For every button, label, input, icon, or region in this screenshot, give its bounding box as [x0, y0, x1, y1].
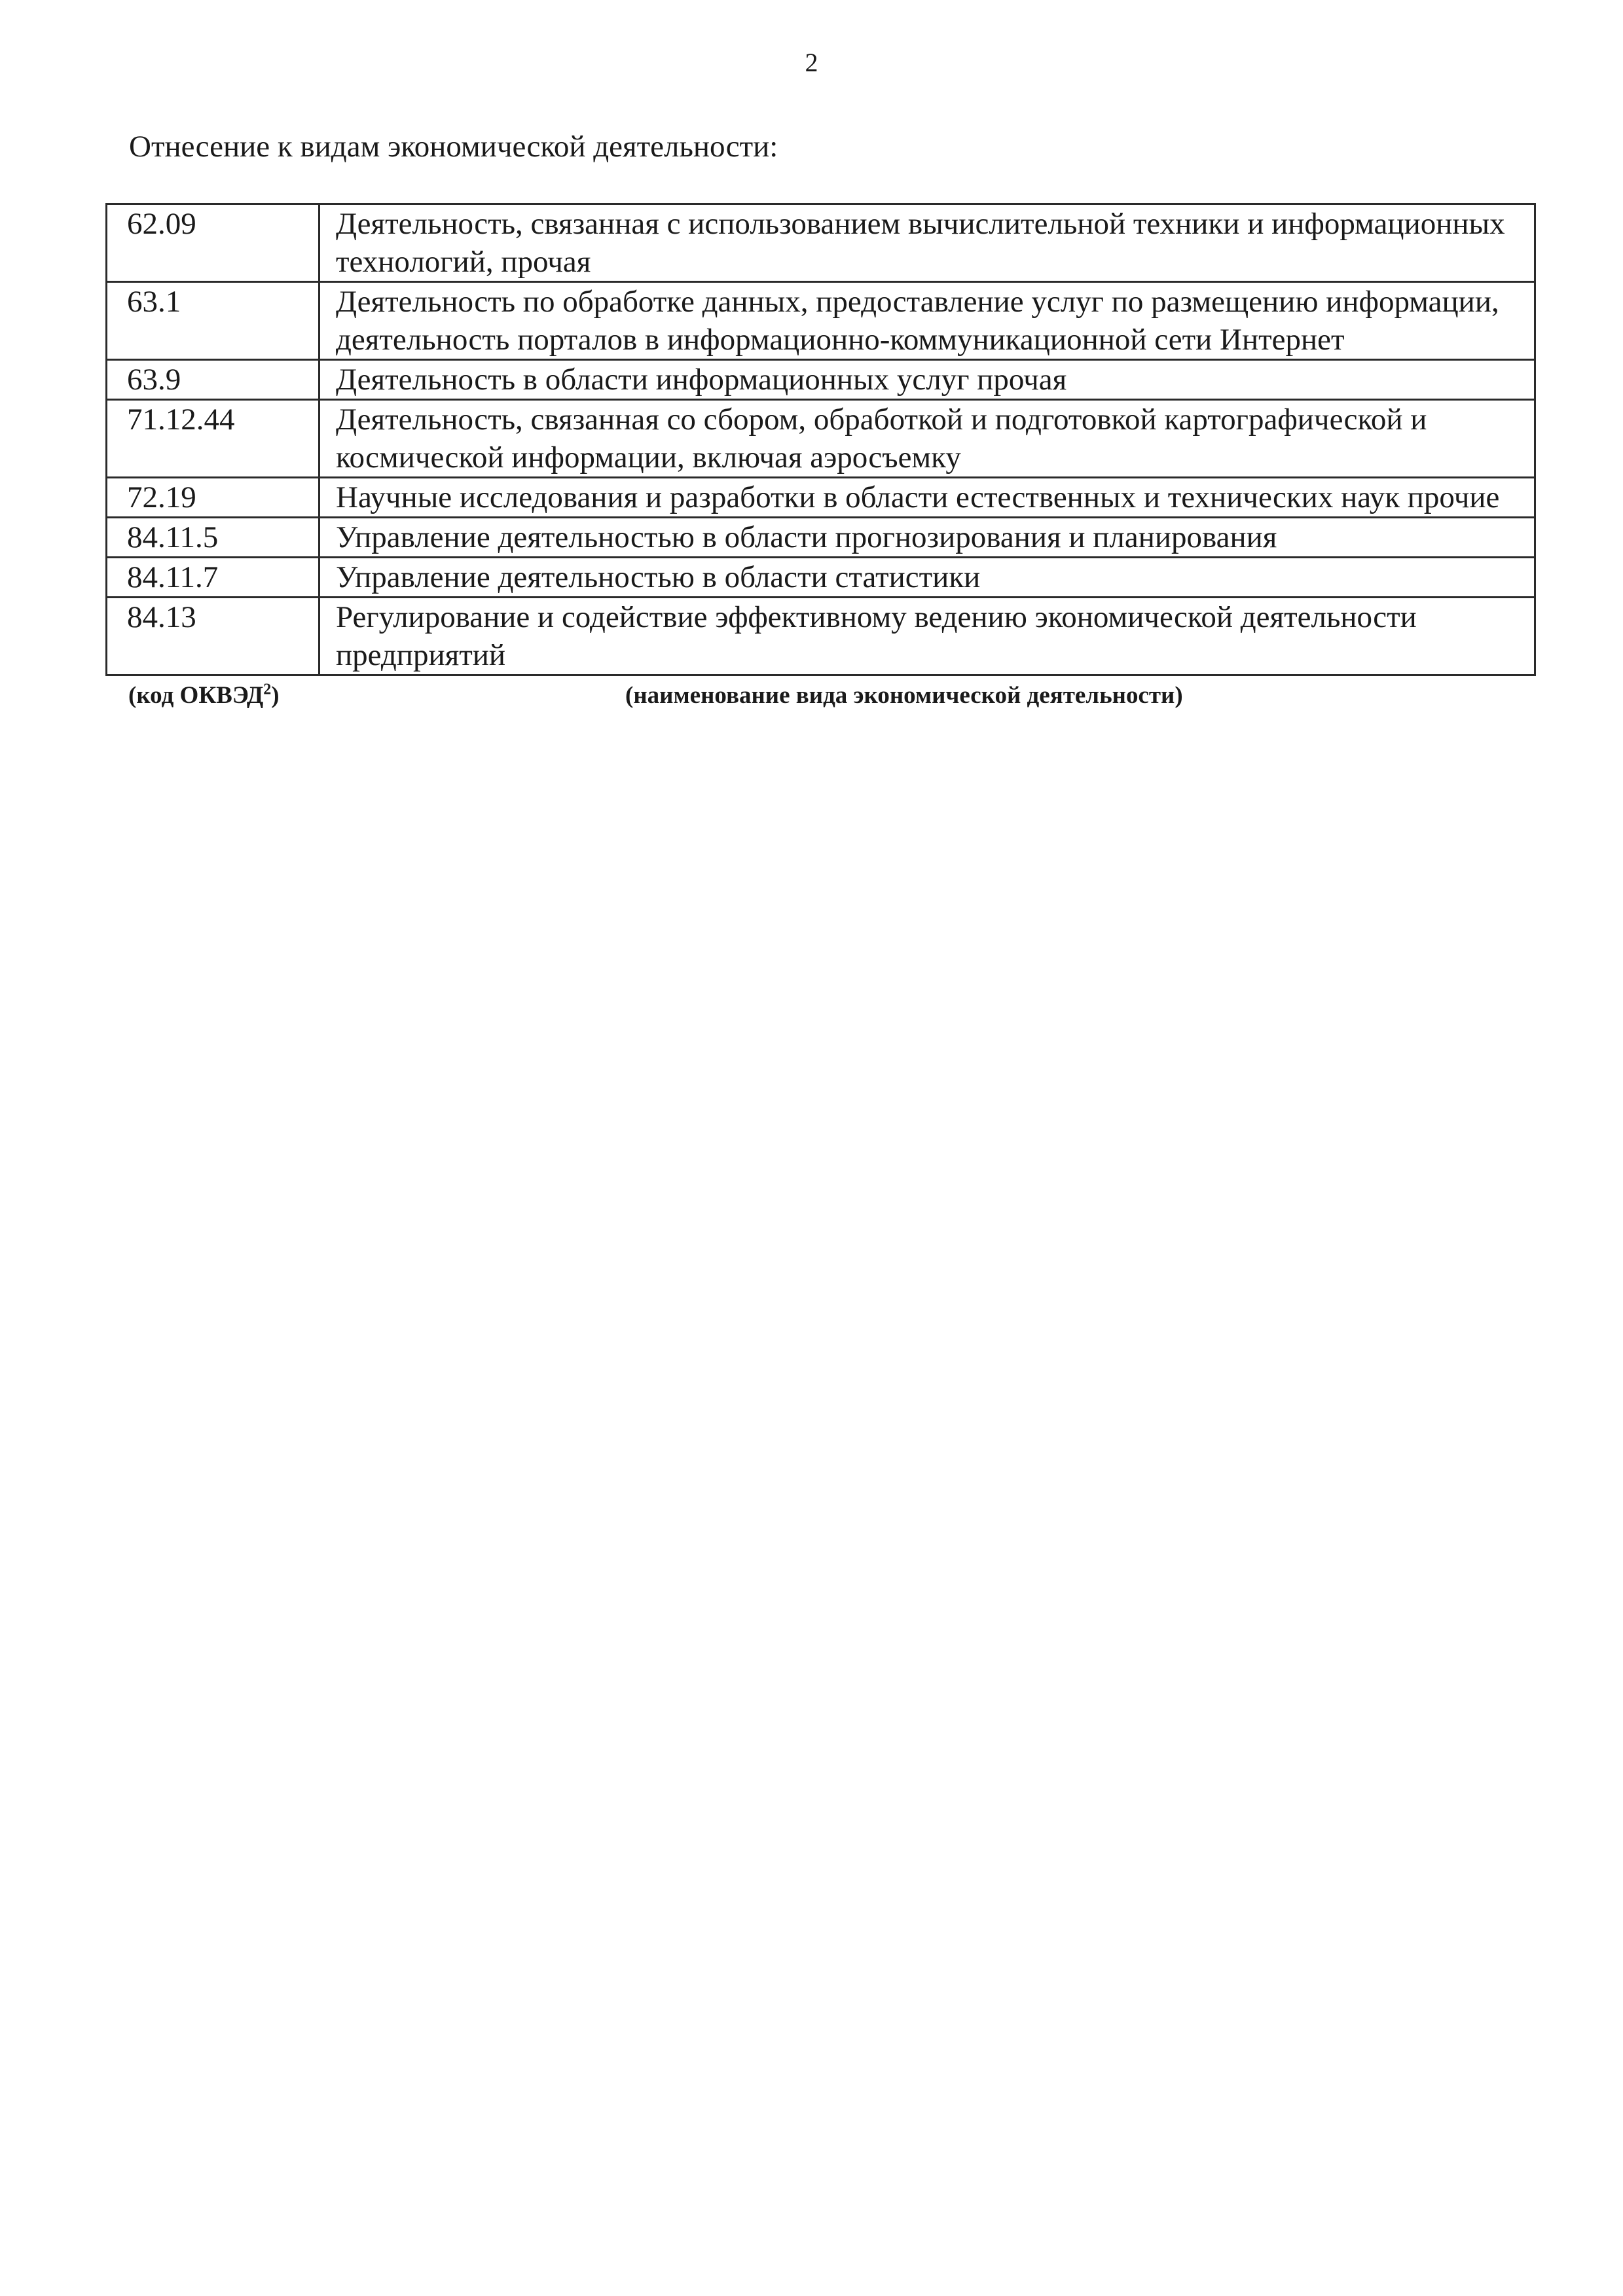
okved-code: 63.9: [107, 360, 319, 400]
okved-code: 84.13: [107, 598, 319, 675]
table-row: [107, 518, 1535, 558]
table-row: [107, 282, 1535, 360]
okved-code: 84.11.7: [107, 558, 319, 598]
activity-name: Научные исследования и разработки в области естественных и технических наук прочие: [319, 478, 1535, 518]
activity-name: Деятельность, связанная с использованием вычислительной техники и информационных технологий, прочая: [319, 204, 1535, 282]
code-column-caption: [128, 681, 280, 710]
activity-name: Управление деятельностью в области статистики: [319, 558, 1535, 598]
okved-code: 72.19: [107, 478, 319, 518]
table-row: [107, 598, 1535, 675]
okved-code: 84.11.5: [107, 518, 319, 558]
activity-name: Деятельность, связанная со сбором, обработкой и подготовкой картографической и космической информации, включая аэросъемку: [319, 400, 1535, 478]
code-caption-close: ): [271, 682, 280, 709]
okved-code: 71.12.44: [107, 400, 319, 478]
table-row: [107, 478, 1535, 518]
okved-code: 62.09: [107, 204, 319, 282]
table-row: [107, 204, 1535, 282]
activity-name: Деятельность в области информационных услуг прочая: [319, 360, 1535, 400]
activity-name: Деятельность по обработке данных, предоставление услуг по размещению информации, деятельность порталов в информационно-коммуникационной сети Интернет: [319, 282, 1535, 360]
table-row: [107, 558, 1535, 598]
name-column-caption: (наименование вида экономической деятельности): [625, 682, 1183, 709]
okved-code: 63.1: [107, 282, 319, 360]
activity-name: Регулирование и содействие эффективному ведению экономической деятельности предприятий: [319, 598, 1535, 675]
page-number: 2: [805, 48, 818, 77]
activity-name: Управление деятельностью в области прогнозирования и планирования: [319, 518, 1535, 558]
table-row: [107, 360, 1535, 400]
section-heading: Отнесение к видам экономической деятельности:: [129, 130, 778, 164]
table-row: [107, 400, 1535, 478]
footnote-marker: 2: [263, 681, 272, 698]
okved-table: [105, 203, 1536, 676]
code-caption-text: (код ОКВЭД: [128, 682, 264, 709]
